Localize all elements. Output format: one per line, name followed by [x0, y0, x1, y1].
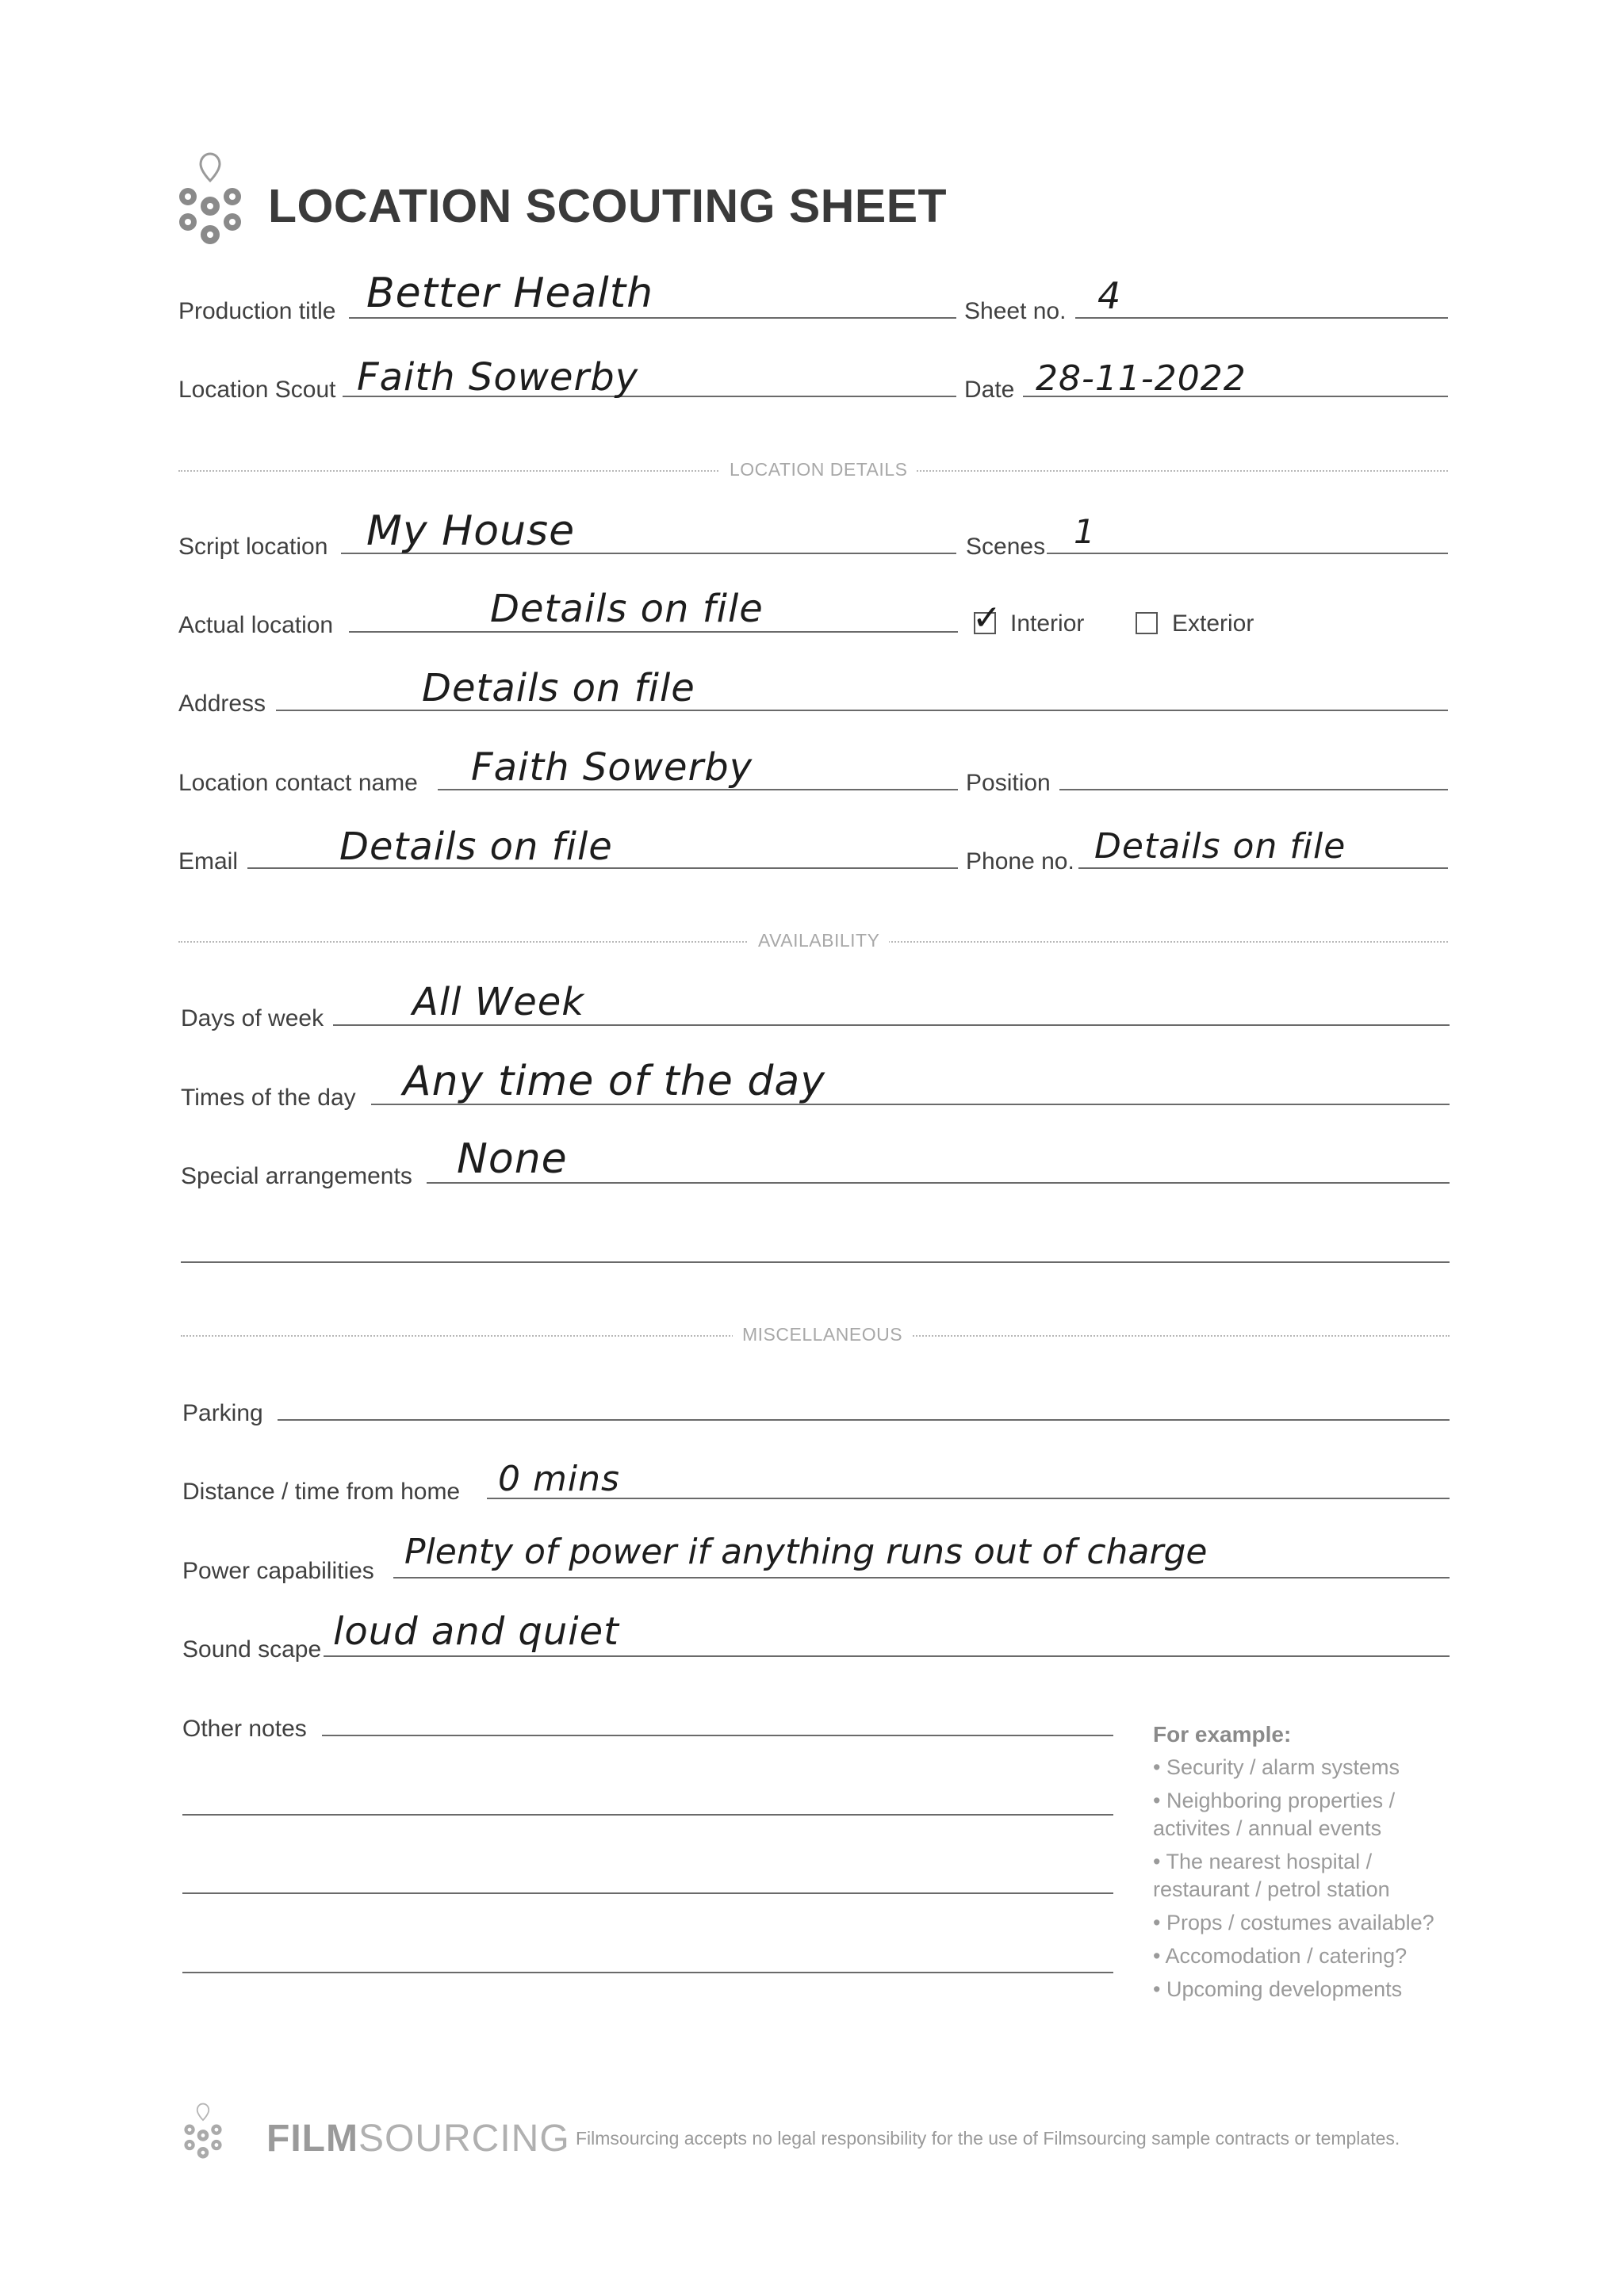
sheet-no-value[interactable]: 4	[1097, 274, 1122, 317]
filmsourcing-logo-icon	[176, 151, 244, 247]
example-item: • Props / costumes available?	[1153, 1911, 1434, 1934]
address-label: Address	[178, 691, 266, 717]
location-scout-value[interactable]: Faith Sowerby	[357, 355, 639, 400]
special-arrangements-line	[427, 1182, 1450, 1184]
other-notes-line-4	[182, 1972, 1113, 1973]
production-title-label: Production title	[178, 298, 336, 324]
example-item: • Accomodation / catering?	[1153, 1944, 1408, 1968]
other-notes-line-1	[322, 1735, 1113, 1736]
days-of-week-line	[333, 1024, 1450, 1026]
position-label: Position	[966, 770, 1051, 796]
email-label: Email	[178, 848, 239, 874]
footer-brand-light: SOURCING	[358, 2118, 570, 2160]
script-location-value[interactable]: My House	[366, 507, 576, 555]
location-scout-label: Location Scout	[178, 377, 336, 403]
miscellaneous-heading: MISCELLANEOUS	[733, 1324, 912, 1345]
special-arrangements-value[interactable]: None	[457, 1135, 568, 1183]
example-item: • Security / alarm systems	[1153, 1755, 1400, 1779]
checkmark-icon: ✓	[972, 598, 1002, 638]
phone-label: Phone no.	[966, 848, 1074, 874]
soundscape-value[interactable]: loud and quiet	[333, 1609, 619, 1654]
times-of-day-label: Times of the day	[181, 1085, 356, 1111]
soundscape-label: Sound scape	[182, 1636, 322, 1663]
example-item: • Upcoming developments	[1153, 1977, 1403, 2001]
days-of-week-label: Days of week	[181, 1005, 324, 1031]
example-item: • The nearest hospital / restaurant / petrol station	[1153, 1850, 1390, 1901]
distance-value[interactable]: 0 mins	[498, 1459, 620, 1499]
footer-logo-icon	[182, 2093, 224, 2169]
footer-brand	[266, 2117, 570, 2160]
other-notes-line-3	[182, 1892, 1113, 1894]
scenes-value[interactable]: 1	[1074, 512, 1096, 551]
days-of-week-value[interactable]: All Week	[412, 980, 585, 1024]
examples-heading: For example:	[1153, 1722, 1292, 1747]
power-line	[393, 1577, 1450, 1578]
actual-location-line	[349, 631, 958, 633]
availability-heading: AVAILABILITY	[749, 930, 889, 951]
phone-line	[1078, 867, 1448, 869]
sheet-no-label: Sheet no.	[964, 298, 1067, 324]
parking-line	[278, 1419, 1450, 1421]
parking-label: Parking	[182, 1400, 263, 1426]
email-value[interactable]: Details on file	[339, 825, 613, 869]
contact-name-value[interactable]: Faith Sowerby	[471, 745, 753, 790]
location-details-heading: LOCATION DETAILS	[720, 459, 917, 480]
distance-line	[487, 1498, 1450, 1499]
examples-panel	[1153, 1722, 1470, 2009]
footer-disclaimer: Filmsourcing accepts no legal responsibility for the use of Filmsourcing sample contracts or templates.	[576, 2128, 1400, 2149]
phone-value[interactable]: Details on file	[1094, 826, 1346, 867]
power-value[interactable]: Plenty of power if anything runs out of charge	[404, 1532, 1208, 1572]
contact-name-label: Location contact name	[178, 770, 418, 796]
scenes-line	[1047, 553, 1448, 554]
script-location-label: Script location	[178, 534, 328, 560]
other-notes-label: Other notes	[182, 1716, 307, 1742]
address-value[interactable]: Details on file	[422, 666, 695, 710]
position-line	[1059, 789, 1448, 790]
scenes-label: Scenes	[966, 534, 1046, 560]
distance-label: Distance / time from home	[182, 1479, 461, 1505]
date-label: Date	[964, 377, 1015, 403]
date-value[interactable]: 28-11-2022	[1036, 358, 1247, 399]
actual-location-value[interactable]: Details on file	[490, 587, 764, 631]
times-of-day-value[interactable]: Any time of the day	[403, 1058, 826, 1105]
exterior-checkbox[interactable]	[1136, 612, 1158, 634]
exterior-label: Exterior	[1172, 610, 1254, 637]
page-title: LOCATION SCOUTING SHEET	[268, 180, 948, 232]
other-notes-line-2	[182, 1814, 1113, 1816]
interior-label: Interior	[1010, 610, 1085, 637]
special-arrangements-label: Special arrangements	[181, 1163, 412, 1189]
example-item: • Neighboring properties / activites / annual events	[1153, 1789, 1396, 1840]
power-label: Power capabilities	[182, 1558, 374, 1584]
production-title-line	[349, 317, 956, 319]
sheet-no-line	[1075, 317, 1448, 319]
footer-brand-bold: FILM	[266, 2118, 358, 2160]
production-title-value[interactable]: Better Health	[366, 270, 654, 317]
actual-location-label: Actual location	[178, 612, 334, 638]
soundscape-line	[324, 1655, 1450, 1657]
special-arrangements-extra-line	[181, 1261, 1450, 1263]
